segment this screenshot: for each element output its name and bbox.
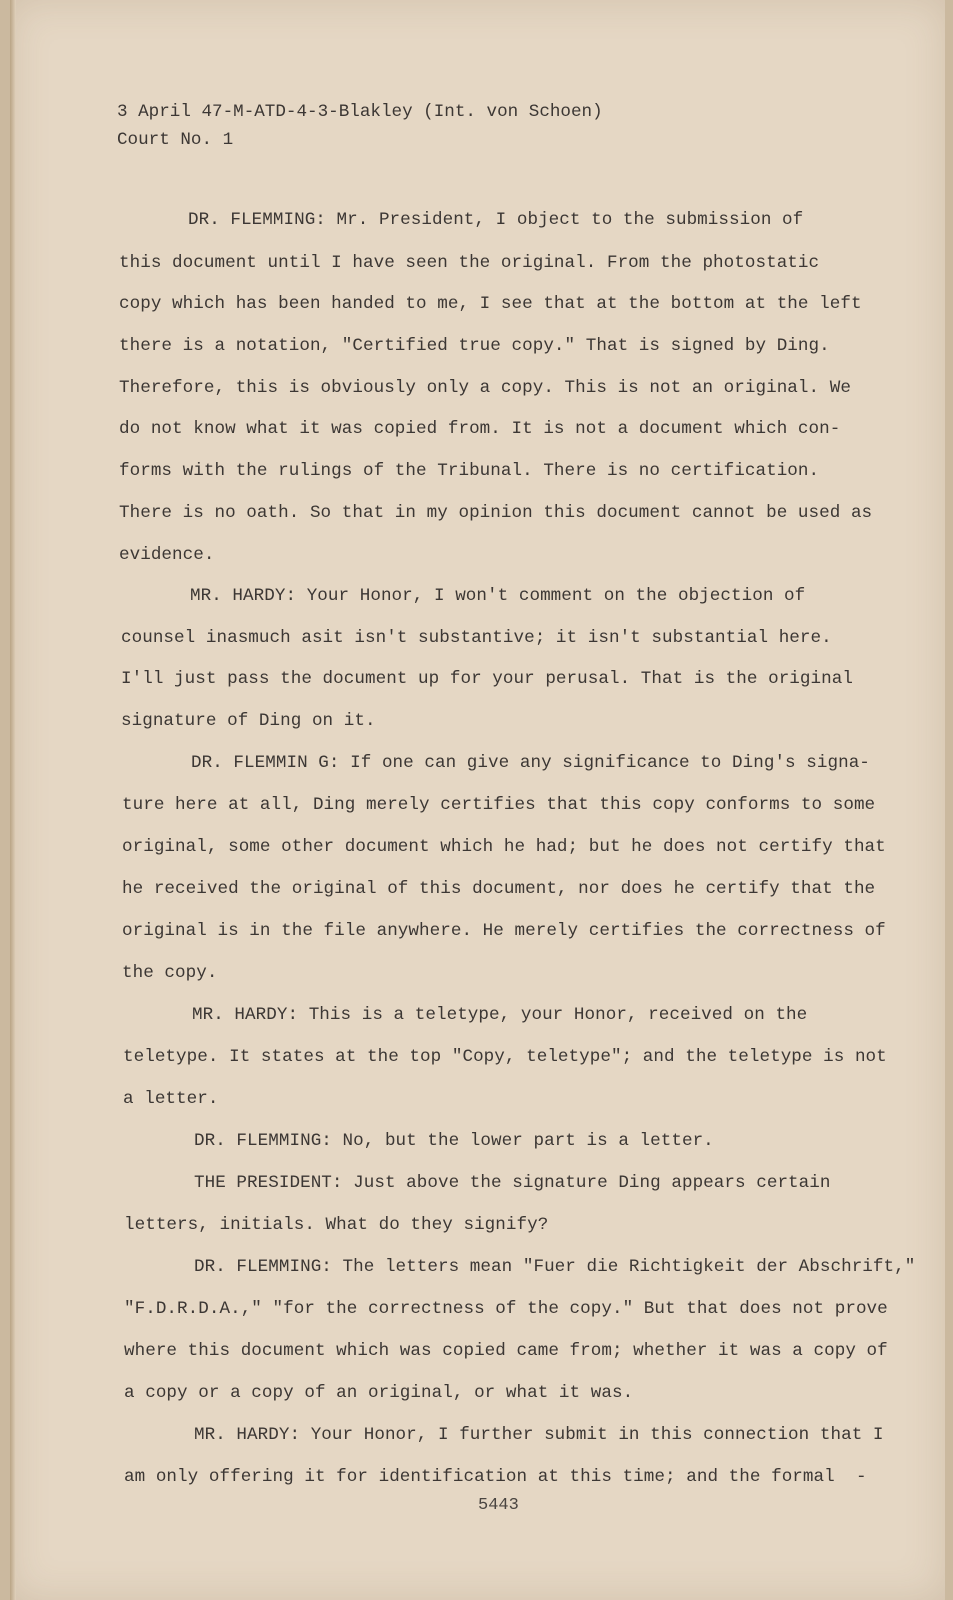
text-line: There is no oath. So that in my opinion this document cannot be used as [119, 503, 873, 523]
text-line: a letter. [123, 1089, 219, 1109]
text-line: DR. FLEMMING: Mr. President, I object to the submission of [188, 210, 804, 230]
text-line: Therefore, this is obviously only a copy. This is not an original. We [119, 378, 851, 398]
text-line: evidence. [119, 545, 215, 565]
text-line: I'll just pass the document up for your perusal. That is the original [121, 669, 853, 689]
document-page [10, 0, 945, 1600]
text-line: counsel inasmuch asit isn't substantive; it isn't substantial here. [121, 628, 832, 648]
text-line: MR. HARDY: Your Honor, I further submit in this connection that I [194, 1425, 884, 1445]
text-line: this document until I have seen the original. From the photostatic [119, 253, 820, 273]
text-line: teletype. It states at the top "Copy, teletype"; and the teletype is not [123, 1047, 887, 1067]
text-line: original, some other document which he had; but he does not certify that [122, 837, 886, 857]
text-line: am only offering it for identification at this time; and the formal - [124, 1467, 867, 1487]
torn-left-edge [10, 0, 16, 1600]
text-line: where this document which was copied came from; whether it was a copy of [124, 1341, 888, 1361]
header-line-2: Court No. 1 [117, 130, 234, 150]
text-line: DR. FLEMMIN G: If one can give any significance to Ding's signa- [191, 753, 870, 773]
page-number: 5443 [478, 1496, 519, 1515]
text-line: the copy. [122, 963, 218, 983]
text-line: signature of Ding on it. [121, 711, 376, 731]
text-line: there is a notation, "Certified true copy." That is signed by Ding. [119, 336, 830, 356]
text-line: forms with the rulings of the Tribunal. There is no certification. [119, 461, 820, 481]
text-line: letters, initials. What do they signify? [124, 1215, 549, 1235]
text-line: a copy or a copy of an original, or what it was. [124, 1383, 634, 1403]
header-line-1: 3 April 47-M-ATD-4-3-Blakley (Int. von Schoen) [117, 102, 603, 122]
text-line: DR. FLEMMING: No, but the lower part is a letter. [194, 1131, 714, 1151]
text-line: DR. FLEMMING: The letters mean "Fuer die Richtigkeit der Abschrift," [194, 1257, 916, 1277]
text-line: original is in the file anywhere. He merely certifies the correctness of [122, 921, 886, 941]
text-line: MR. HARDY: This is a teletype, your Honor, received on the [192, 1005, 808, 1025]
text-line: THE PRESIDENT: Just above the signature Ding appears certain [194, 1173, 831, 1193]
text-line: do not know what it was copied from. It is not a document which con- [119, 419, 841, 439]
text-line: he received the original of this document, nor does he certify that the [122, 879, 876, 899]
text-line: "F.D.R.D.A.," "for the correctness of the copy." But that does not prove [124, 1299, 888, 1319]
text-line: MR. HARDY: Your Honor, I won't comment on the objection of [190, 586, 806, 606]
text-line: ture here at all, Ding merely certifies that this copy conforms to some [122, 795, 876, 815]
text-line: copy which has been handed to me, I see that at the bottom at the left [119, 294, 862, 314]
